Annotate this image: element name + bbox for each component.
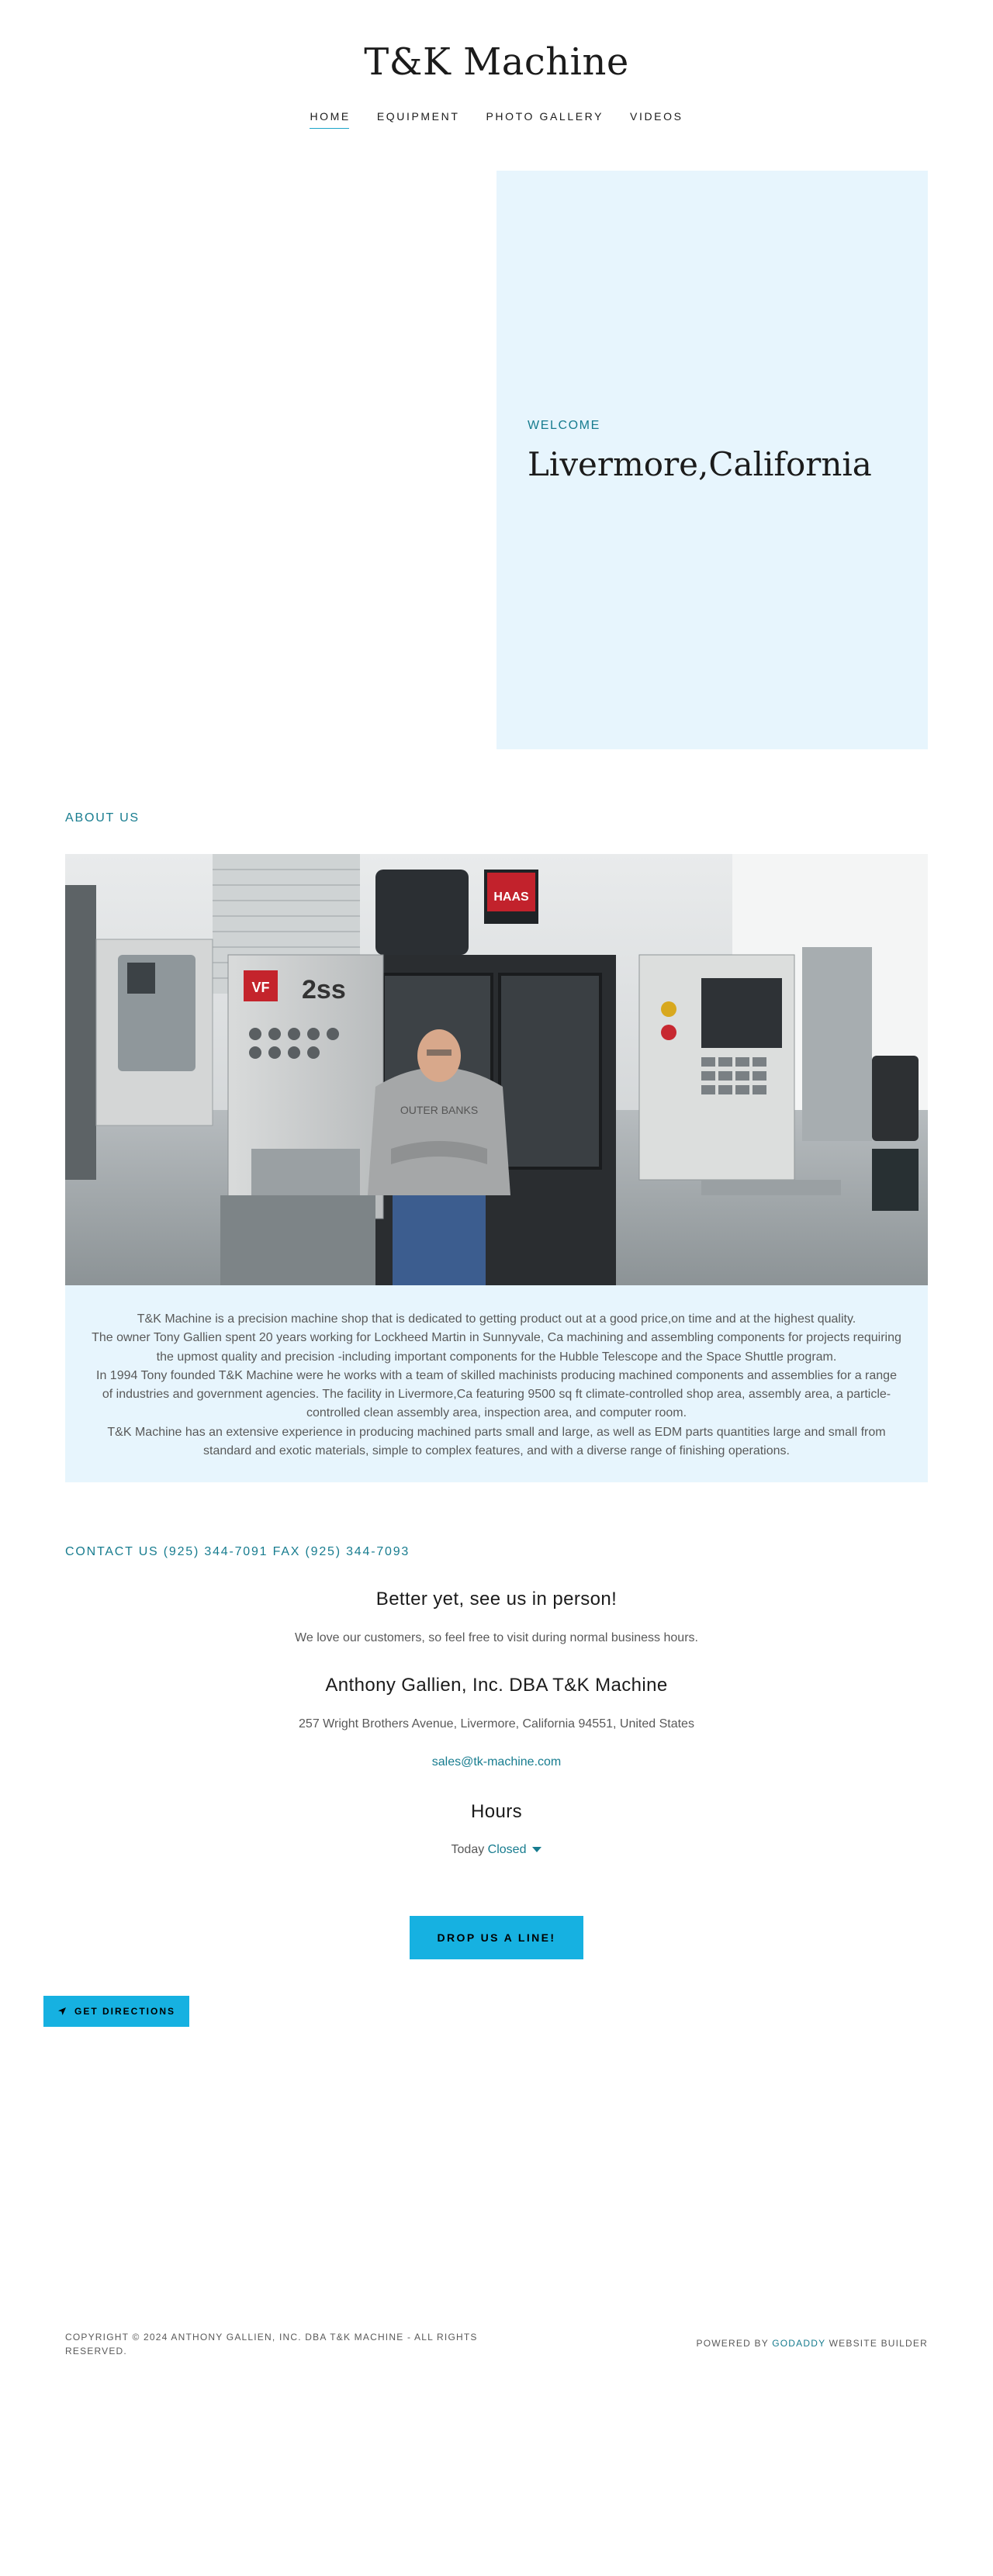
site-title[interactable]: T&K Machine: [364, 40, 629, 84]
hours-today-value[interactable]: Closed: [487, 1843, 527, 1856]
hero-eyebrow: WELCOME: [528, 419, 600, 432]
about-text: [90, 1310, 903, 1461]
about-paragraph: The owner Tony Gallien spent 20 years working for Lockheed Martin in Sunnyvale, Ca machining and assembling components for projects requiring the upmost quality and precision -including important components for the Hubble Telescope and the Space Shuttle program.: [92, 1331, 901, 1364]
nav-equipment[interactable]: EQUIPMENT: [376, 110, 460, 123]
visit-text: We love our customers, so feel free to visit during normal business hours.: [295, 1631, 698, 1644]
powered-prefix: POWERED BY: [696, 2338, 769, 2349]
email-row: [0, 1754, 993, 1769]
directions-label: GET DIRECTIONS: [74, 2006, 175, 2017]
visit-heading: Better yet, see us in person!: [375, 1589, 618, 1610]
nav-photo-gallery[interactable]: PHOTO GALLERY: [486, 110, 604, 123]
navigation-arrow-icon: [57, 2007, 67, 2016]
cta-label: DROP US A LINE!: [437, 1931, 556, 1944]
nav-home[interactable]: HOME: [310, 110, 350, 129]
get-directions-button[interactable]: [43, 1996, 189, 2027]
svg-text:2ss: 2ss: [302, 975, 346, 1004]
machine-shop-photo: [65, 854, 928, 1285]
hours-toggle[interactable]: [488, 1843, 542, 1856]
hours-today-label: Today: [451, 1843, 485, 1856]
nav-videos[interactable]: VIDEOS: [630, 110, 683, 123]
about-paragraph: T&K Machine is a precision machine shop that is dedicated to getting product out at a good price,on time and at the highest quality.: [137, 1312, 856, 1326]
about-text-card: [65, 1285, 928, 1482]
about-photo: [65, 854, 928, 1285]
caret-down-icon[interactable]: [532, 1847, 541, 1852]
godaddy-link[interactable]: GODADDY: [772, 2338, 826, 2349]
shirt-text: OUTER BANKS: [400, 1104, 479, 1116]
powered-suffix: WEBSITE BUILDER: [829, 2338, 928, 2349]
hero-card: [496, 171, 928, 749]
hours-today-row: [0, 1843, 993, 1857]
email-link[interactable]: sales@tk-machine.com: [431, 1755, 562, 1769]
hero-heading: Livermore,California: [528, 445, 872, 483]
drop-us-a-line-button[interactable]: [410, 1916, 583, 1959]
about-section-label: ABOUT US: [65, 811, 140, 825]
contact-section-label: CONTACT US (925) 344-7091 FAX (925) 344-7093: [65, 1545, 410, 1558]
about-paragraph: T&K Machine has an extensive experience in producing machined parts small and large, as well as EDM parts quantities large and small from standard and exotic materials, simple to complex features, and with a diverse range of finishing operations.: [107, 1425, 886, 1458]
svg-text:VF: VF: [251, 980, 270, 995]
footer-powered-by: [697, 2338, 928, 2349]
business-name: Anthony Gallien, Inc. DBA T&K Machine: [325, 1675, 668, 1696]
haas-logo-text: HAAS: [493, 890, 529, 904]
footer-copyright: COPYRIGHT © 2024 ANTHONY GALLIEN, INC. DBA T&K MACHINE - ALL RIGHTS RESERVED.: [65, 2332, 478, 2356]
main-nav: [0, 110, 993, 129]
hours-heading: Hours: [470, 1801, 523, 1822]
business-address: 257 Wright Brothers Avenue, Livermore, California 94551, United States: [299, 1717, 694, 1731]
site-header: [0, 0, 993, 147]
hero-image-area: [65, 171, 496, 749]
about-paragraph: In 1994 Tony founded T&K Machine were he works with a team of skilled machinists producing machined components and assemblies for a range of industries and government agencies. The facility in Livermore,Ca featuring 9500 sq ft climate-controlled shop area, assembly area, a particle-controlled clean assembly area, inspection area, and computer room.: [96, 1368, 897, 1420]
